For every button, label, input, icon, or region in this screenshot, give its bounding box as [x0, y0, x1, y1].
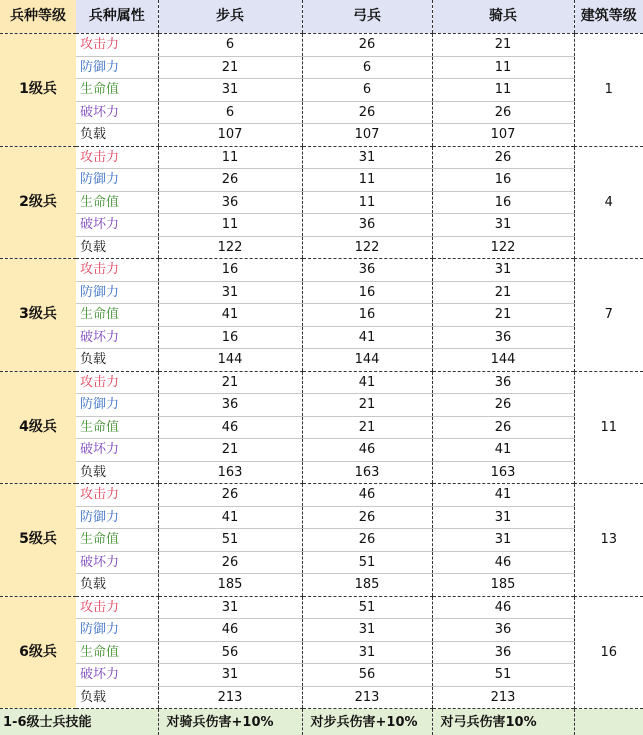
cavalry-value-cell: 36 [432, 326, 574, 349]
cavalry-value-cell: 26 [432, 394, 574, 417]
building-level-cell: 1 [574, 34, 643, 147]
table-row [0, 214, 643, 237]
footer-cavalry: 对弓兵伤害10% [432, 709, 574, 735]
header-attribute: 兵种属性 [76, 0, 158, 34]
attribute-cell: 破坏力 [76, 439, 158, 462]
infantry-value-cell: 41 [158, 304, 302, 327]
table-row [0, 259, 643, 282]
table-body [0, 34, 643, 709]
attribute-cell: 防御力 [76, 56, 158, 79]
footer-label: 1-6级士兵技能 [0, 709, 158, 735]
table-row [0, 101, 643, 124]
table-row [0, 34, 643, 57]
attribute-cell: 防御力 [76, 619, 158, 642]
table-row [0, 124, 643, 147]
archer-value-cell: 11 [302, 169, 432, 192]
infantry-value-cell: 185 [158, 574, 302, 597]
infantry-value-cell: 107 [158, 124, 302, 147]
attribute-cell: 生命值 [76, 79, 158, 102]
attribute-cell: 生命值 [76, 416, 158, 439]
table-row [0, 79, 643, 102]
table-row [0, 529, 643, 552]
cavalry-value-cell: 26 [432, 101, 574, 124]
cavalry-value-cell: 31 [432, 214, 574, 237]
attribute-cell: 破坏力 [76, 551, 158, 574]
infantry-value-cell: 41 [158, 506, 302, 529]
attribute-cell: 破坏力 [76, 326, 158, 349]
infantry-value-cell: 26 [158, 551, 302, 574]
infantry-value-cell: 163 [158, 461, 302, 484]
cavalry-value-cell: 163 [432, 461, 574, 484]
cavalry-value-cell: 36 [432, 371, 574, 394]
infantry-value-cell: 31 [158, 281, 302, 304]
header-building: 建筑等级 [574, 0, 643, 34]
infantry-value-cell: 21 [158, 439, 302, 462]
table-row [0, 146, 643, 169]
archer-value-cell: 51 [302, 596, 432, 619]
cavalry-value-cell: 21 [432, 34, 574, 57]
level-cell: 4级兵 [0, 371, 76, 484]
table-row [0, 236, 643, 259]
attribute-cell: 负载 [76, 686, 158, 709]
table-row [0, 394, 643, 417]
cavalry-value-cell: 31 [432, 529, 574, 552]
header-cavalry: 骑兵 [432, 0, 574, 34]
infantry-value-cell: 16 [158, 326, 302, 349]
footer-row [0, 709, 643, 735]
archer-value-cell: 16 [302, 304, 432, 327]
cavalry-value-cell: 51 [432, 664, 574, 687]
archer-value-cell: 51 [302, 551, 432, 574]
cavalry-value-cell: 107 [432, 124, 574, 147]
infantry-value-cell: 31 [158, 79, 302, 102]
archer-value-cell: 26 [302, 34, 432, 57]
table-row [0, 326, 643, 349]
attribute-cell: 负载 [76, 236, 158, 259]
attribute-cell: 攻击力 [76, 596, 158, 619]
header-archer: 弓兵 [302, 0, 432, 34]
archer-value-cell: 11 [302, 191, 432, 214]
attribute-cell: 攻击力 [76, 34, 158, 57]
attribute-cell: 负载 [76, 349, 158, 372]
level-cell: 3级兵 [0, 259, 76, 372]
attribute-cell: 破坏力 [76, 214, 158, 237]
cavalry-value-cell: 144 [432, 349, 574, 372]
archer-value-cell: 213 [302, 686, 432, 709]
table-row [0, 371, 643, 394]
header-row [0, 0, 643, 34]
table-row [0, 596, 643, 619]
attribute-cell: 攻击力 [76, 259, 158, 282]
cavalry-value-cell: 46 [432, 596, 574, 619]
attribute-cell: 防御力 [76, 394, 158, 417]
cavalry-value-cell: 26 [432, 146, 574, 169]
attribute-cell: 攻击力 [76, 371, 158, 394]
infantry-value-cell: 6 [158, 34, 302, 57]
infantry-value-cell: 51 [158, 529, 302, 552]
table-row [0, 416, 643, 439]
archer-value-cell: 56 [302, 664, 432, 687]
archer-value-cell: 144 [302, 349, 432, 372]
attribute-cell: 攻击力 [76, 484, 158, 507]
infantry-value-cell: 16 [158, 259, 302, 282]
cavalry-value-cell: 46 [432, 551, 574, 574]
infantry-value-cell: 36 [158, 394, 302, 417]
cavalry-value-cell: 36 [432, 641, 574, 664]
table-row [0, 281, 643, 304]
cavalry-value-cell: 21 [432, 304, 574, 327]
cavalry-value-cell: 31 [432, 259, 574, 282]
cavalry-value-cell: 41 [432, 484, 574, 507]
infantry-value-cell: 36 [158, 191, 302, 214]
cavalry-value-cell: 31 [432, 506, 574, 529]
attribute-cell: 破坏力 [76, 664, 158, 687]
cavalry-value-cell: 122 [432, 236, 574, 259]
archer-value-cell: 46 [302, 484, 432, 507]
archer-value-cell: 26 [302, 101, 432, 124]
archer-value-cell: 41 [302, 326, 432, 349]
table-row [0, 461, 643, 484]
table-row [0, 169, 643, 192]
building-level-cell: 13 [574, 484, 643, 597]
infantry-value-cell: 144 [158, 349, 302, 372]
archer-value-cell: 16 [302, 281, 432, 304]
cavalry-value-cell: 16 [432, 169, 574, 192]
attribute-cell: 生命值 [76, 191, 158, 214]
archer-value-cell: 185 [302, 574, 432, 597]
cavalry-value-cell: 16 [432, 191, 574, 214]
archer-value-cell: 163 [302, 461, 432, 484]
archer-value-cell: 26 [302, 529, 432, 552]
attribute-cell: 破坏力 [76, 101, 158, 124]
building-level-cell: 11 [574, 371, 643, 484]
archer-value-cell: 31 [302, 146, 432, 169]
archer-value-cell: 21 [302, 394, 432, 417]
infantry-value-cell: 21 [158, 371, 302, 394]
archer-value-cell: 31 [302, 619, 432, 642]
table-row [0, 664, 643, 687]
table-row [0, 506, 643, 529]
cavalry-value-cell: 21 [432, 281, 574, 304]
infantry-value-cell: 46 [158, 416, 302, 439]
cavalry-value-cell: 26 [432, 416, 574, 439]
archer-value-cell: 21 [302, 416, 432, 439]
archer-value-cell: 36 [302, 214, 432, 237]
archer-value-cell: 36 [302, 259, 432, 282]
archer-value-cell: 6 [302, 79, 432, 102]
archer-value-cell: 31 [302, 641, 432, 664]
attribute-cell: 生命值 [76, 529, 158, 552]
table-row [0, 574, 643, 597]
building-level-cell: 7 [574, 259, 643, 372]
cavalry-value-cell: 213 [432, 686, 574, 709]
header-infantry: 步兵 [158, 0, 302, 34]
table-row [0, 304, 643, 327]
infantry-value-cell: 11 [158, 146, 302, 169]
infantry-value-cell: 26 [158, 484, 302, 507]
footer-infantry: 对骑兵伤害+10% [158, 709, 302, 735]
attribute-cell: 防御力 [76, 281, 158, 304]
attribute-cell: 生命值 [76, 641, 158, 664]
table-row [0, 191, 643, 214]
infantry-value-cell: 56 [158, 641, 302, 664]
cavalry-value-cell: 185 [432, 574, 574, 597]
cavalry-value-cell: 41 [432, 439, 574, 462]
infantry-value-cell: 213 [158, 686, 302, 709]
header-level: 兵种等级 [0, 0, 76, 34]
attribute-cell: 生命值 [76, 304, 158, 327]
attribute-cell: 防御力 [76, 506, 158, 529]
infantry-value-cell: 31 [158, 596, 302, 619]
infantry-value-cell: 46 [158, 619, 302, 642]
cavalry-value-cell: 36 [432, 619, 574, 642]
archer-value-cell: 6 [302, 56, 432, 79]
archer-value-cell: 46 [302, 439, 432, 462]
archer-value-cell: 122 [302, 236, 432, 259]
infantry-value-cell: 31 [158, 664, 302, 687]
level-cell: 1级兵 [0, 34, 76, 147]
building-level-cell: 4 [574, 146, 643, 259]
building-level-cell: 16 [574, 596, 643, 709]
archer-value-cell: 26 [302, 506, 432, 529]
infantry-value-cell: 122 [158, 236, 302, 259]
archer-value-cell: 41 [302, 371, 432, 394]
attribute-cell: 攻击力 [76, 146, 158, 169]
footer-building-empty [574, 709, 643, 735]
cavalry-value-cell: 11 [432, 56, 574, 79]
attribute-cell: 防御力 [76, 169, 158, 192]
level-cell: 6级兵 [0, 596, 76, 709]
table-row [0, 484, 643, 507]
table-row [0, 439, 643, 462]
attribute-cell: 负载 [76, 124, 158, 147]
level-cell: 5级兵 [0, 484, 76, 597]
table-row [0, 686, 643, 709]
attribute-cell: 负载 [76, 461, 158, 484]
attribute-cell: 负载 [76, 574, 158, 597]
table-row [0, 349, 643, 372]
infantry-value-cell: 6 [158, 101, 302, 124]
infantry-value-cell: 21 [158, 56, 302, 79]
infantry-value-cell: 26 [158, 169, 302, 192]
level-cell: 2级兵 [0, 146, 76, 259]
infantry-value-cell: 11 [158, 214, 302, 237]
archer-value-cell: 107 [302, 124, 432, 147]
table-row [0, 56, 643, 79]
footer-archer: 对步兵伤害+10% [302, 709, 432, 735]
table-row [0, 619, 643, 642]
table-row [0, 551, 643, 574]
cavalry-value-cell: 11 [432, 79, 574, 102]
table-row [0, 641, 643, 664]
